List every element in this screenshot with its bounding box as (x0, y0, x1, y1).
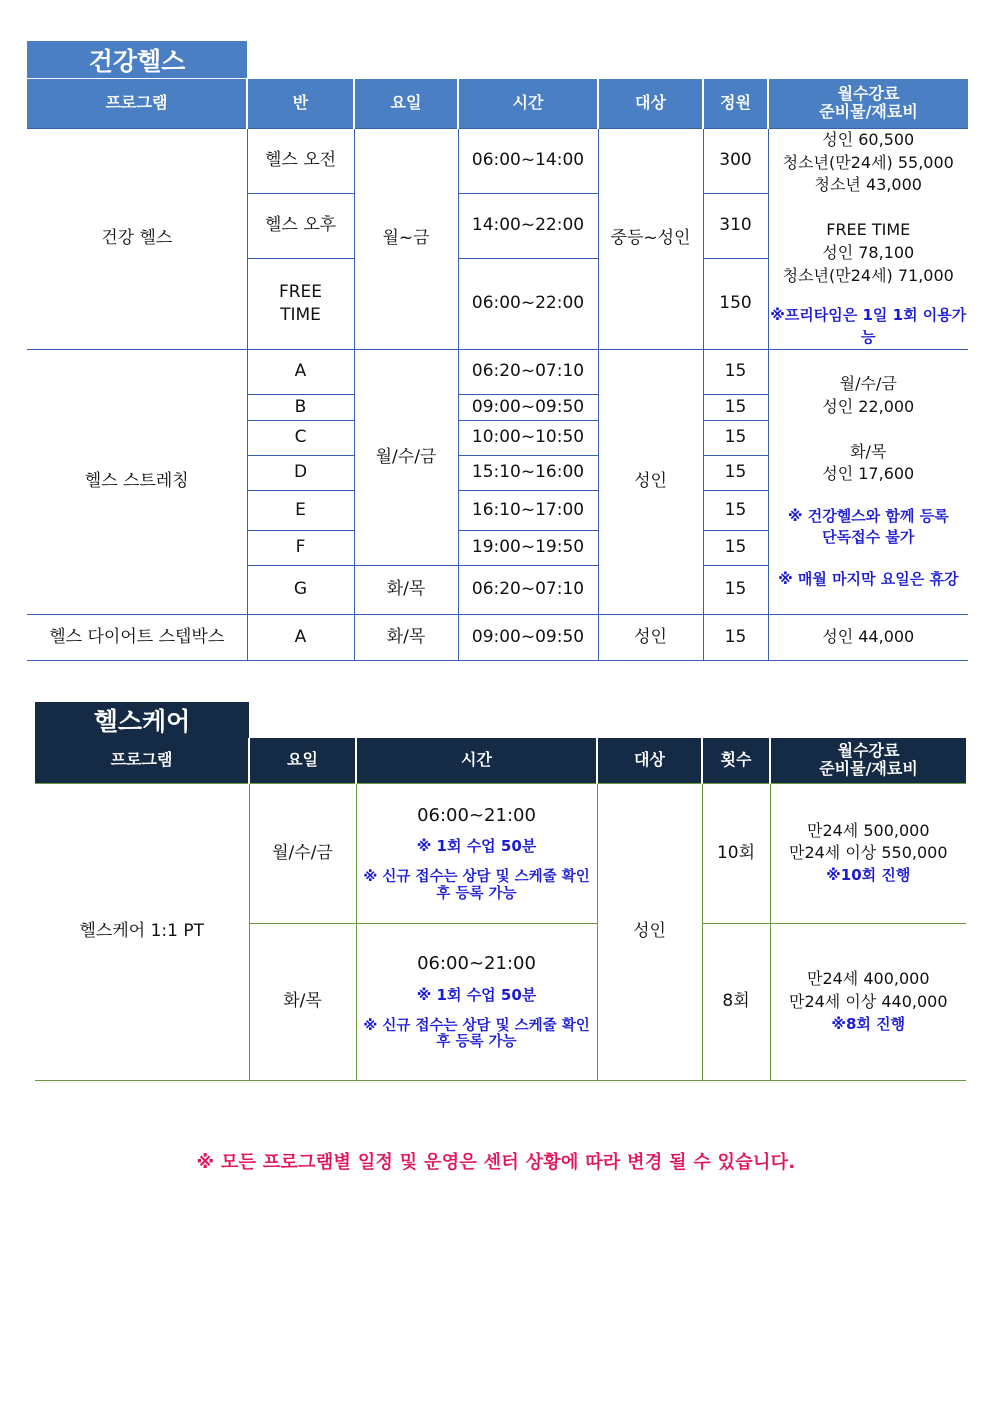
lesson-note: ※ 1회 수업 50분 (416, 837, 537, 856)
class-cell: 헬스 오전 (247, 128, 354, 193)
fee-stepbox: 성인 44,000 (768, 614, 968, 660)
signup-note: ※ 신규 접수는 상담 및 스케줄 확인 (363, 869, 590, 886)
day-cell: 화/목 (249, 923, 356, 1080)
capacity-cell: 300 (703, 128, 768, 193)
time-cell: 06:00~22:00 (458, 258, 598, 349)
signup-note: 후 등록 가능 (436, 885, 517, 902)
lesson-note: ※ 1회 수업 50분 (416, 985, 537, 1004)
fee-line: 성인 78,100 (822, 242, 915, 262)
time-cell: 06:20~07:10 (458, 349, 598, 394)
time-cell: 19:00~19:50 (458, 530, 598, 565)
time-cell: 14:00~22:00 (458, 193, 598, 258)
section2-title (35, 702, 249, 738)
class-cell: A (247, 614, 354, 660)
program-stepbox: 헬스 다이어트 스텝박스 (27, 614, 247, 660)
fee-note: ※ 매월 마지막 요일은 휴강 (778, 569, 959, 588)
fee-line: 월/수/금 (839, 374, 897, 394)
day-cell: 월~금 (354, 128, 458, 349)
signup-note: ※ 신규 접수는 상담 및 스케줄 확인 (363, 1017, 590, 1034)
table-row (35, 783, 966, 923)
capacity-cell: 15 (703, 490, 768, 530)
class-cell (247, 258, 354, 349)
healthcare-table (35, 738, 966, 1081)
table-row (27, 349, 968, 394)
fee-stretching (768, 349, 968, 614)
fee-health (768, 128, 968, 349)
fee-line: 청소년(만24세) 55,000 (782, 152, 954, 172)
table-row (27, 614, 968, 660)
health-schedule-table (27, 79, 968, 661)
capacity-cell: 15 (703, 614, 768, 660)
table-row (27, 128, 968, 193)
header-time: 시간 (458, 79, 598, 128)
fee-line: 화/목 (850, 441, 887, 461)
target-cell: 중등~성인 (598, 128, 703, 349)
capacity-cell: 310 (703, 193, 768, 258)
fee-note: 단독접수 불가 (822, 528, 915, 547)
day-cell: 화/목 (354, 565, 458, 614)
header-count: 횟수 (702, 738, 770, 783)
program-stretching: 헬스 스트레칭 (27, 349, 247, 614)
fee-spacer (769, 419, 969, 441)
class-line: TIME (280, 304, 321, 325)
header-target: 대상 (597, 738, 702, 783)
fee-spacer (769, 549, 969, 569)
class-cell: E (247, 490, 354, 530)
capacity-cell: 150 (703, 258, 768, 349)
count-cell: 10회 (702, 783, 770, 923)
capacity-cell: 15 (703, 565, 768, 614)
header-fee-line1: 월수강료 (837, 83, 900, 103)
class-cell: A (247, 349, 354, 394)
signup-note: 후 등록 가능 (436, 1034, 517, 1051)
fee-line: 성인 22,000 (822, 396, 915, 416)
class-line: FREE (278, 282, 323, 303)
fee-cell (770, 923, 966, 1080)
footer-notice: ※ 모든 프로그램별 일정 및 운영은 센터 상황에 따라 변경 될 수 있습니다. (196, 1152, 796, 1173)
program-health: 건강 헬스 (27, 128, 247, 349)
header-day: 요일 (354, 79, 458, 128)
header-class: 반 (247, 79, 354, 128)
fee-line: 청소년 43,000 (814, 175, 922, 195)
section1-title (27, 41, 247, 78)
time-value: 06:00~21:00 (417, 953, 536, 975)
header-capacity: 정원 (703, 79, 768, 128)
time-cell (356, 783, 597, 923)
header-day: 요일 (249, 738, 356, 783)
time-cell: 10:00~10:50 (458, 420, 598, 455)
fee-note: ※10회 진행 (826, 866, 911, 885)
class-cell: D (247, 455, 354, 490)
header-program: 프로그램 (35, 738, 249, 783)
fee-line: 만24세 이상 550,000 (788, 843, 948, 863)
day-cell: 월/수/금 (249, 783, 356, 923)
capacity-cell: 15 (703, 530, 768, 565)
class-cell: G (247, 565, 354, 614)
fee-note: ※8회 진행 (831, 1014, 906, 1033)
capacity-cell: 15 (703, 420, 768, 455)
day-cell: 월/수/금 (354, 349, 458, 565)
target-cell: 성인 (598, 614, 703, 660)
header-program: 프로그램 (27, 79, 247, 128)
time-cell: 06:20~07:10 (458, 565, 598, 614)
section2-title-text: 헬스케어 (93, 707, 191, 736)
fee-line: 만24세 400,000 (806, 969, 930, 989)
header-fee (770, 738, 966, 783)
header-fee-line2: 준비물/재료비 (819, 759, 918, 779)
time-value: 06:00~21:00 (417, 804, 536, 826)
class-cell: C (247, 420, 354, 455)
time-cell: 16:10~17:00 (458, 490, 598, 530)
capacity-cell: 15 (703, 349, 768, 394)
fee-cell (770, 783, 966, 923)
fee-spacer (769, 287, 969, 305)
target-cell: 성인 (597, 783, 702, 1080)
fee-line: FREE TIME (826, 220, 911, 240)
header-fee-line1: 월수강료 (837, 740, 900, 760)
header-fee (768, 79, 968, 128)
count-cell: 8회 (702, 923, 770, 1080)
header-time: 시간 (356, 738, 597, 783)
time-cell (356, 923, 597, 1080)
fee-spacer (769, 197, 969, 219)
class-cell: B (247, 394, 354, 420)
fee-spacer (769, 486, 969, 506)
capacity-cell: 15 (703, 455, 768, 490)
class-cell: 헬스 오후 (247, 193, 354, 258)
header-fee-line2: 준비물/재료비 (819, 102, 918, 122)
day-cell: 화/목 (354, 614, 458, 660)
fee-line: 청소년(만24세) 71,000 (782, 265, 954, 285)
program-pt: 헬스케어 1:1 PT (35, 783, 249, 1080)
target-cell: 성인 (598, 349, 703, 614)
fee-line: 만24세 이상 440,000 (788, 991, 948, 1011)
header-target: 대상 (598, 79, 703, 128)
fee-note: ※프리타임은 1일 1회 이용가능 (770, 306, 967, 346)
time-cell: 15:10~16:00 (458, 455, 598, 490)
section1-title-text: 건강헬스 (88, 46, 186, 76)
fee-line: 성인 60,500 (822, 130, 915, 150)
table-header-row (27, 79, 968, 128)
time-cell: 09:00~09:50 (458, 394, 598, 420)
table-header-row (35, 738, 966, 783)
capacity-cell: 15 (703, 394, 768, 420)
fee-line: 만24세 500,000 (806, 820, 930, 840)
fee-note: ※ 건강헬스와 함께 등록 (787, 506, 949, 525)
time-cell: 06:00~14:00 (458, 128, 598, 193)
time-cell: 09:00~09:50 (458, 614, 598, 660)
class-cell: F (247, 530, 354, 565)
fee-line: 성인 17,600 (822, 464, 915, 484)
